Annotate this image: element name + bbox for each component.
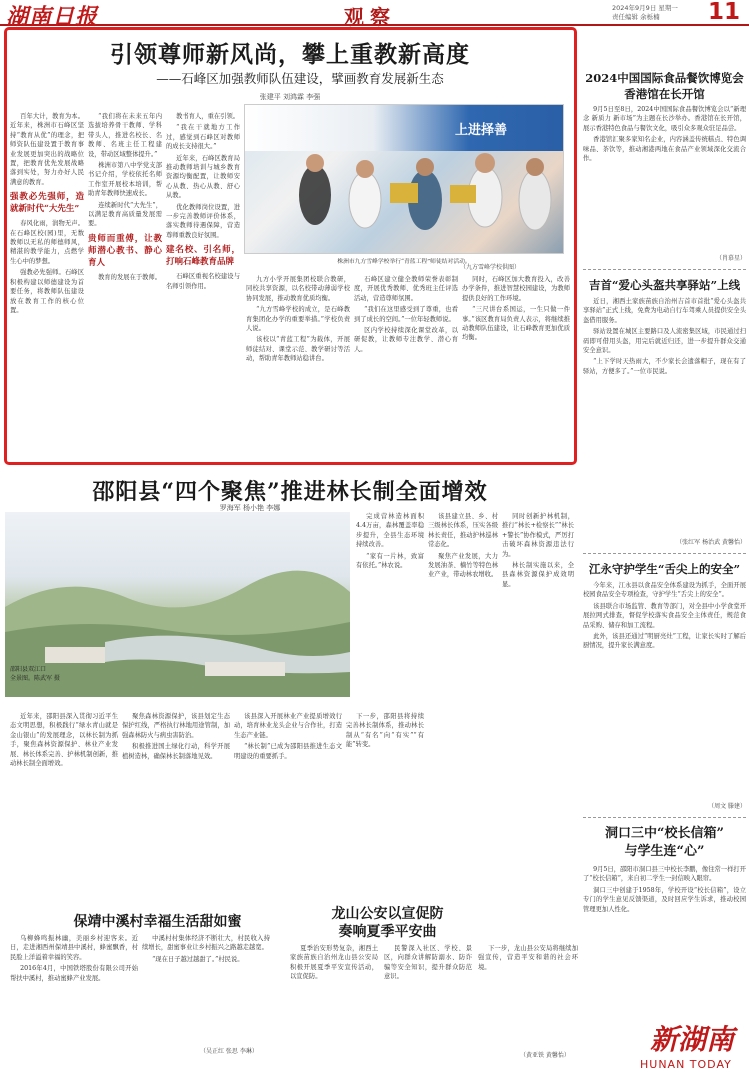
photo-figures-illustration xyxy=(245,105,564,254)
article4-byline: （黄亚铁 黄馨怡） xyxy=(520,1052,570,1059)
article3-title: 保靖中溪村幸福生活甜如蜜 xyxy=(73,914,242,930)
article3-column-2: 中溪村村集体经济不断壮大，村民收入持续增长，甜蜜事业让乡村振兴之路越走越宽。 “现在日子越过越甜了。”村民说。 xyxy=(142,935,270,963)
section-title: 观察 xyxy=(344,5,396,29)
sidebar-story1-byline: （肖慕星） xyxy=(715,255,746,262)
issue-date: 2024年9月9日 星期一 xyxy=(612,4,678,12)
article1-subhead-3: 贵师而重傅，让教师潜心教书、静心育人 xyxy=(88,233,162,268)
article2-photo-caption-line1: 邵阳县双江口 xyxy=(10,666,47,673)
article2-column-3: 同时创新护林机制，推行“林长+检察长”“林长+警长”协作模式，严厉打击破坏森林资源违法行为。 林长制实施以来，全县森林资源保护成效明显。 xyxy=(502,513,574,588)
article2-title: 邵阳县“四个聚焦”推进林长制全面增效 xyxy=(92,479,488,505)
sidebar-story4-body: 9月5日，邵阳市洞口县三中校长李鹏，像往常一样打开了“校长信箱”，来自初二学生一封信映入眼帘。 洞口三中创建于1958年，学校开设“校长信箱”，设立专门的学生意见反馈渠道，及时回应学生诉求，推动校园管理更加人性化。 xyxy=(583,866,746,913)
sidebar-divider xyxy=(583,553,746,554)
article1-byline: 张建平 刘鸿霖 李强 xyxy=(259,93,321,101)
article2-column-1: 完成营林造林面积4.4万亩，森林覆盖率稳步提升，全县生态环境持续改善。 “家有一片林，致富有依托。”林农说。 xyxy=(356,513,424,570)
newspaper-logo: 湖南日报 xyxy=(6,5,99,30)
article1-subhead-2: 建名校、引名师，打响石峰教育品牌 xyxy=(166,245,240,268)
article1-subhead-1: 强教必先强师，造就新时代“大先生” xyxy=(10,192,84,215)
page-number: 11 xyxy=(708,0,741,25)
article2-photo-caption-line2: 全景图。陈武军 摄 xyxy=(10,674,60,682)
article4-title-line2: 奏响夏季平安曲 xyxy=(338,924,437,940)
article4-column-1: 夏季治安形势复杂，湘西土家族苗族自治州龙山县公安局积极开展夏季平安宣传活动，以宣促防。 xyxy=(290,945,378,981)
article1-column-6: 同时，石峰区加大教育投入，改善办学条件，推进智慧校园建设，为教师提供良好的工作环境。 “三尺讲台系国运，一生只做一件事。”该区教育局负责人表示，将继续推动教师队伍建设，让石峰教育更加优质均衡。 xyxy=(462,276,570,342)
sidebar-story4-title-line1: 洞口三中“校长信箱” xyxy=(605,826,724,841)
article4-title xyxy=(300,905,475,941)
article3-byline: （吴正红 张思 李琳） xyxy=(200,1048,258,1055)
article1-photo-credit: （九方雪峰学校供图） xyxy=(460,264,521,271)
footer-subtitle: HUNAN TODAY xyxy=(640,1058,732,1071)
article1-column-3: 教书育人，重在引领。 “我在干就地方工作过，感觉到石峰区对教师的成长支持很大。” 近年来，石峰区教育局推动教师培训与城乡教育资源均衡配置，让教师安心从教、热心从教、舒心从教。 优化教师岗位设置，进一步完善教师评价体系，落实教师待遇保障，营造尊师重教良好氛围。 建名校、引名师，打响石峰教育品牌 石峰区重视名校建设与名师引领作用。 xyxy=(166,113,240,290)
sidebar-story1-body: 9月5日至8日，2024中国国际食品餐饮博览会以“新理念 新质力 新市场”为主题在长沙举办。香港馆在长开馆，展示香港特色食品与餐饮文化，吸引众多观众驻足品尝。 香港馆汇聚多家知名企业，内容涵盖传统糕点、特色调味品、茶饮等，推动湘港两地在食品产业领域深化交流合作。 xyxy=(583,106,746,163)
footer-logo: 新湖南 xyxy=(650,1023,735,1056)
sidebar-news-column xyxy=(583,44,746,1064)
sidebar-story2-title: 吉首“爱心头盔共享驿站”上线 xyxy=(588,278,741,292)
masthead xyxy=(0,0,749,30)
article2-column-4 xyxy=(10,712,118,897)
sidebar-story3-byline: （周文 滕建） xyxy=(708,803,746,810)
article4-column-3: 下一步，龙山县公安局将继续加强宣传，营造平安和谐的社会环境。 xyxy=(478,945,578,971)
sidebar-story2-body: 近日，湘西土家族苗族自治州吉首市首批“爱心头盔共享驿站”正式上线，免费为电动自行车驾乘人员提供安全头盔借用服务。 驿站设置在城区主要路口及人流密集区域，市民通过扫码即可借用头盔，用完后就近归还，进一步提升群众交通安全意识。 “上下学时天热雨大，不少家长会遗落帽子，现在有了驿站，方便多了。”一位市民说。 xyxy=(583,298,746,375)
article1-lead: 百年大计，教育为本。近年来，株洲市石峰区坚持“教育从优”的理念，把师资队伍建设置于教育事业发展更加突出的战略位置，把教育优先发展战略落到实处，努力办好人民满意的教育。 xyxy=(10,113,84,186)
article1-title: 引领尊师新风尚，攀上重教新高度 xyxy=(110,41,470,68)
article4-column-2: 民警深入社区、学校、景区，向群众讲解防溺水、防诈骗等安全知识，提升群众防范意识。 xyxy=(384,945,472,981)
article2-column-5: 聚焦森林资源保护，该县划定生态保护红线，严格执行林地用途管制，加强森林防火与病虫害防治。 积极推进国土绿化行动，科学开展植树造林，确保林长制落地见效。 xyxy=(122,713,230,760)
sidebar-story4-title-line2: 与学生连“心” xyxy=(624,844,705,859)
article1-subtitle: ——石峰区加强教师队伍建设，擘画教育发展新生态 xyxy=(156,71,444,86)
issue-editor: 责任编辑 余栎楠 xyxy=(612,13,660,21)
article3-column-1: 乌柳蜂鸣振林幽，美丽乡村迎客来。近日，走进湘西州保靖县中溪村，蜂蜜飘香，村民脸上洋溢着幸福的笑容。 2016年4月，中国铁塔股份有限公司开始帮扶中溪村，推动蜜蜂产业发展。 xyxy=(10,935,138,982)
article1-photo xyxy=(244,104,564,254)
article2-column-6: 该县深入开展林业产业提质增效行动，培育林业龙头企业与合作社，打造生态产业链。 “林长制”已成为邵阳县推进生态文明建设的重要抓手。 xyxy=(234,713,342,760)
article1-photo-caption: 株洲市九方雪峰学校举行“青蓝工程”师徒结对活动。 xyxy=(337,259,471,265)
sidebar-story3-body: 今年来，江永县以食品安全体系建设为抓手，全面开展校园食品安全专项检查，守护学生“舌尖上的安全”。 该县联合市场监管、教育等部门，对全县中小学食堂开展拉网式排查，督促学校落实食品安全主体责任，规范食品采购、储存和加工流程。 此外，该县还通过“明厨亮灶”工程，让家长实时了解后厨情况，提升家长满意度。 xyxy=(583,582,746,650)
article1-column-2: “我们将在未来五年内选拔培养骨干教师、学科带头人，推进名校长、名教师、名班主任工程建设，带动区域整体提升。” 株洲市第八中学党支部书记介绍，学校依托名师工作室开展校本培训，帮助青年教师快速成长。 连续新时代“大先生”，以满足教育高质量发展需要。 贵师而重傅，让教师潜心教书、静心育人 教育的发展在于教师。 xyxy=(88,113,162,281)
article1-column-4: 九方小学开展集团校联合教研，同校共享资源，以名校带动薄弱学校协同发展，推动教育优质均衡。 “九方雪峰学校的成立，是石峰教育集团化办学的重要举措。”学校负责人说。 该校以“青蓝工程”为载体，开展师徒结对、课堂示范、教学研讨等活动，帮助青年教师站稳讲台。 xyxy=(246,276,350,363)
photo-banner-text: 上进择善 xyxy=(455,123,508,138)
sidebar-divider xyxy=(583,269,746,270)
article4-title-line1: 龙山公安以宣促防 xyxy=(331,906,444,922)
sidebar-story3-title: 江永守护学生“舌尖上的安全” xyxy=(588,562,741,576)
issue-meta xyxy=(612,4,678,22)
article1-column-1: 百年大计，教育为本。近年来，株洲市石峰区坚持“教育从优”的理念，把师资队伍建设置于教育事业发展更加突出的战略位置，把教育优先发展战略落到实处，努力办好人民满意的教育。 强教必先强师，造就新时代“大先生” 春风化雨，润物无声。在石峰区校(园)里，无数教师以无私的师德师风，精湛的教学能力，点燃学生心中的梦想。 强教必先强师。石峰区积极构建以师德建设为首要任务，将教师队伍建设放在教育工作的核心位置。 xyxy=(10,113,84,314)
article2-lead: 近年来，邵阳县深入贯彻习近平生态文明思想，积极践行“绿水青山就是金山银山”的发展理念，以林长制为抓手，聚焦森林资源保护、林业产业发展、林长体系完善、护林机制创新，推动林长制全面增效。 xyxy=(10,713,118,768)
sidebar-divider xyxy=(583,817,746,818)
sidebar-story2-byline: （张红军 杨治武 黄馨怡） xyxy=(676,539,746,546)
article2-photo-caption xyxy=(10,666,60,683)
article2-column-2: 该县建立县、乡、村三级林长体系，压实各级林长责任，推动护林巡林常态化。 聚焦产业发展，大力发展油茶、楠竹等特色林业产业，带动林农增收。 xyxy=(428,513,498,579)
article1-column-5: 石峰区建立健全教师荣誉表彰制度，开展优秀教师、优秀班主任评选活动，营造尊师氛围。 “我们在这里感受到了尊重，也看到了成长的空间。”一位年轻教师说。 区内学校持续深化课堂改革，以研促教，让教师专注教学、潜心育人。 xyxy=(354,276,458,353)
sidebar-story1-title-line1: 2024中国国际食品餐饮博览会 xyxy=(585,71,744,85)
sidebar-story1-title-line2: 香港馆在长开馆 xyxy=(624,87,705,101)
article2-column-7: 下一步，邵阳县将持续完善林长制体系，推动林长制从“有名”向“有实”“有能”转变。 xyxy=(346,713,424,749)
article2-byline: 罗海军 杨小艳 李娜 xyxy=(219,504,281,512)
